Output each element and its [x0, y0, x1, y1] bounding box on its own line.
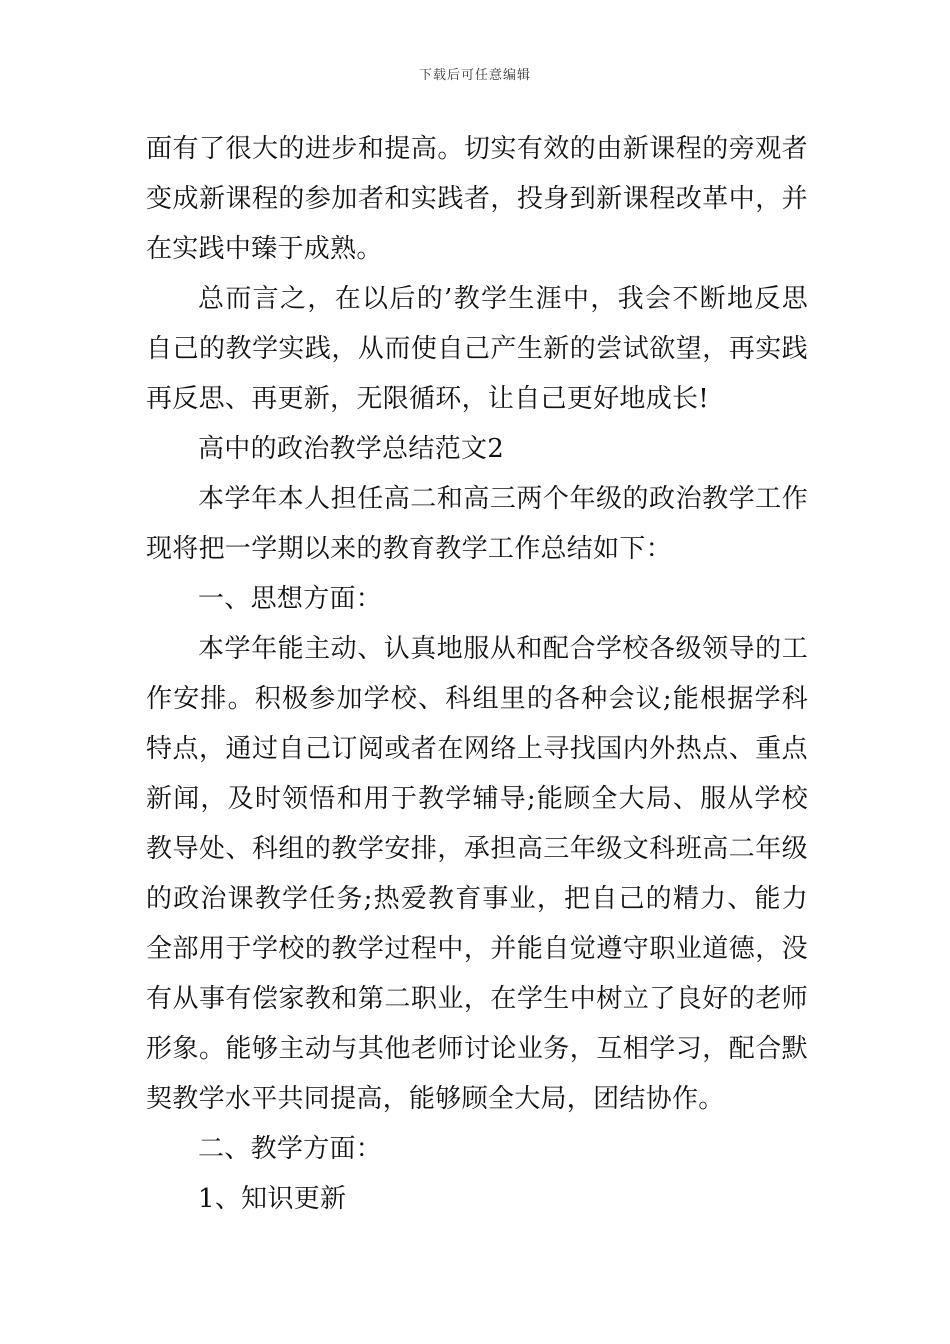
subheading-knowledge: 1、知识更新 [198, 1184, 347, 1214]
paragraph-intro: 本学年本人担任高二和高三两个年级的政治教学工作现将把一学期以来的教育教学工作总结如下： [146, 484, 808, 564]
paragraph-summary: 总而言之，在以后的’教学生涯中，我会不断地反思自己的教学实践，从而使自己产生新的尝试欲望，再实践再反思、再更新，无限循环，让自己更好地成长! [146, 284, 808, 414]
heading-thought: 一、思想方面： [198, 584, 383, 614]
section-title: 高中的政治教学总结范文2 [198, 434, 505, 464]
document-body [146, 124, 808, 1224]
page-header: 下载后可任意编辑 [418, 68, 531, 83]
paragraph-thought: 本学年能主动、认真地服从和配合学校各级领导的工作安排。积极参加学校、科组里的各种会议;能根据学科特点，通过自己订阅或者在网络上寻找国内外热点、重点新闻，及时领悟和用于教学辅导;能顾全大局、服从学校教导处、科组的教学安排，承担高三年级文科班高二年级的政治课教学任务;热爱教育事业，把自己的精力、能力全部用于学校的教学过程中，并能自觉遵守职业道德，没有从事有偿家教和第二职业，在学生中树立了良好的老师形象。能够主动与其他老师讨论业务，互相学习，配合默契教学水平共同提高，能够顾全大局，团结协作。 [146, 634, 808, 1114]
heading-teaching: 二、教学方面： [198, 1134, 383, 1164]
paragraph-continuation: 面有了很大的进步和提高。切实有效的由新课程的旁观者变成新课程的参加者和实践者，投身到新课程改革中，并在实践中臻于成熟。 [146, 134, 808, 264]
